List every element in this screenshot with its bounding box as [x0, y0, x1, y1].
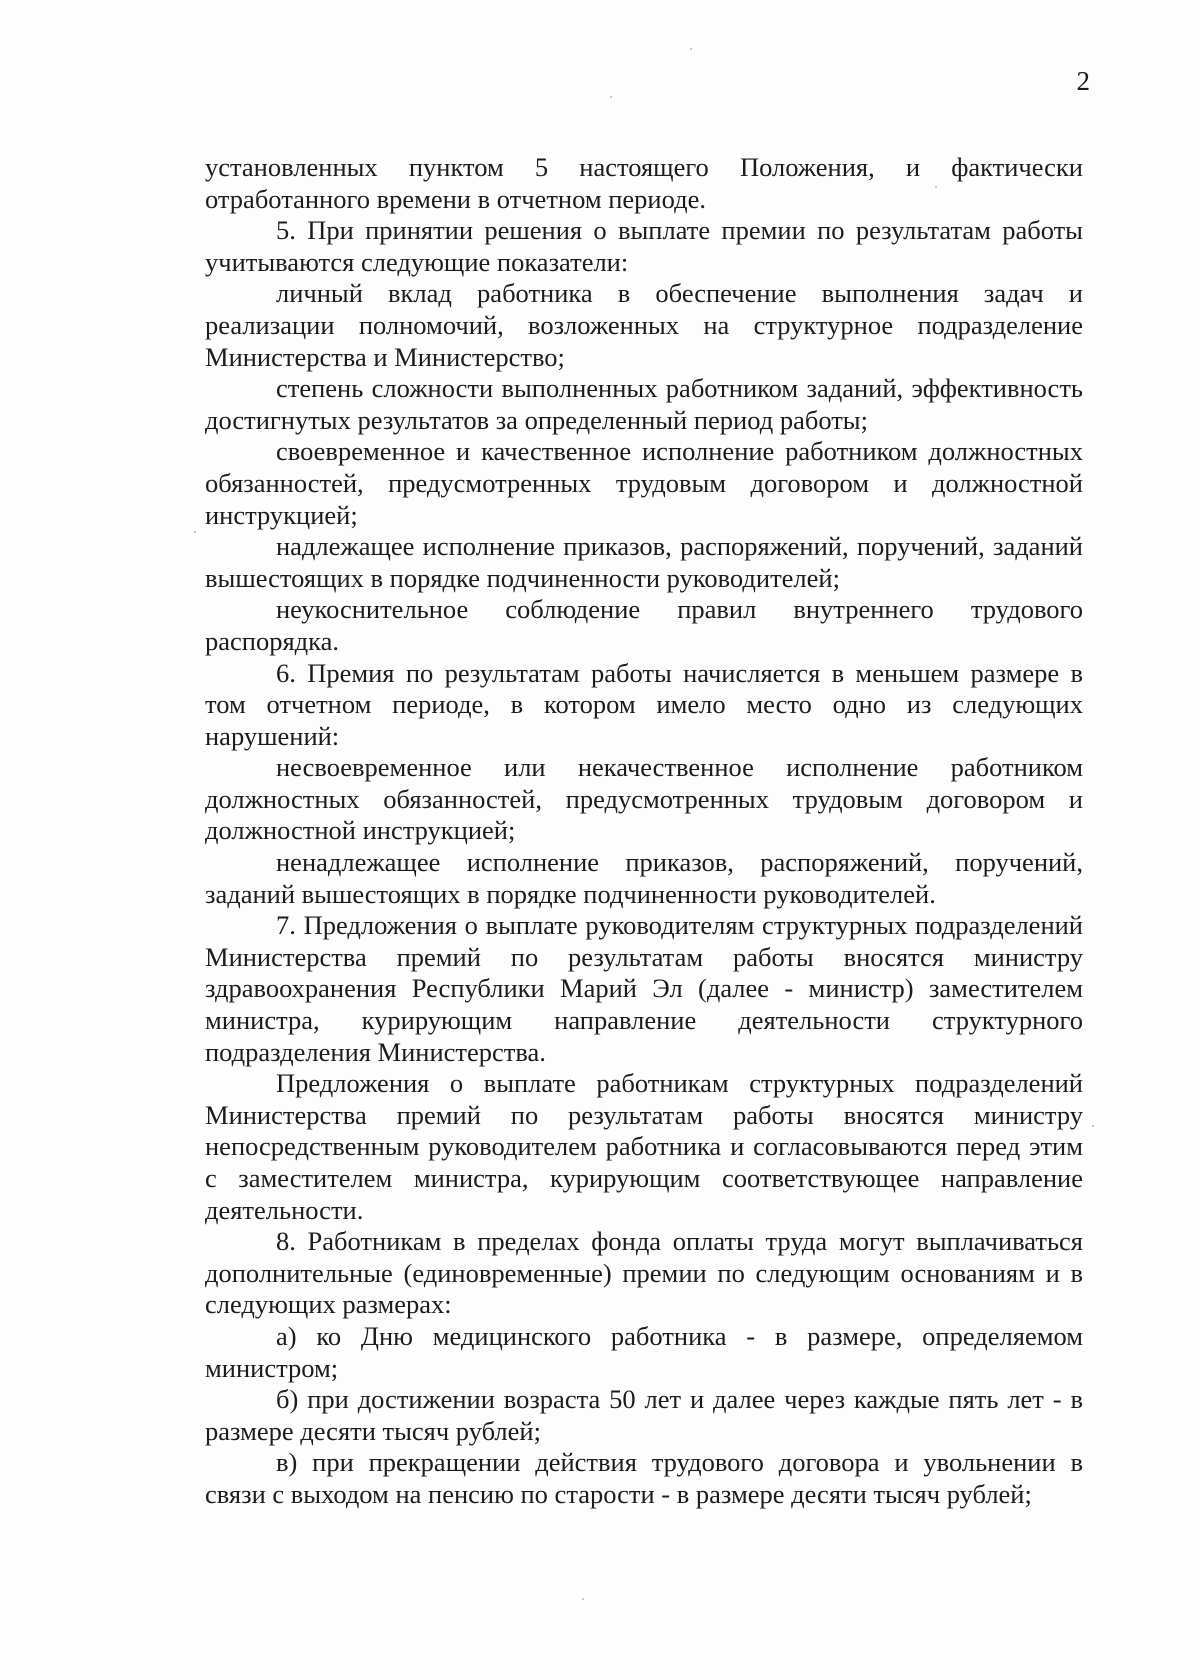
scan-speck — [582, 1598, 584, 1600]
scan-speck — [1092, 1125, 1094, 1127]
paragraph-item-7-employees: Предложения о выплате работникам структурных подразделений Министерства премий по результатам работы вносятся министру непосредственным руководителем работника и согласовываются перед этим с заместителем министра, курирующим соответствующее направление деятельности. — [205, 1068, 1083, 1225]
violation-untimely-duties: несвоевременное или некачественное исполнение работником должностных обязанностей, предусмотренных трудовым договором и должностной инструкцией; — [205, 752, 1083, 846]
document-body — [205, 152, 1083, 1511]
scan-speck — [194, 531, 196, 533]
indicator-proper-execution: надлежащее исполнение приказов, распоряжений, поручений, заданий вышестоящих в порядке подчиненности руководителей; — [205, 531, 1083, 593]
violation-improper-execution: ненадлежащее исполнение приказов, распоряжений, поручений, заданий вышестоящих в порядке подчиненности руководителей. — [205, 847, 1083, 909]
page-number: 2 — [1076, 66, 1090, 96]
indicator-personal-contribution: личный вклад работника в обеспечение выполнения задач и реализации полномочий, возложенных на структурное подразделение Министерства и Министерство; — [205, 278, 1083, 372]
paragraph-item-5: 5. При принятии решения о выплате премии по результатам работы учитываются следующие показатели: — [205, 215, 1083, 277]
scan-speck — [690, 48, 692, 50]
item-8-a: а) ко Дню медицинского работника - в размере, определяемом министром; — [205, 1320, 1083, 1383]
item-8-b: б) при достижении возраста 50 лет и далее через каждые пять лет - в размере десяти тысяч рублей; — [205, 1384, 1083, 1446]
indicator-timely-duties: своевременное и качественное исполнение работником должностных обязанностей, предусмотренных трудовым договором и должностной инструкцией; — [205, 436, 1083, 530]
paragraph-continuation: установленных пунктом 5 настоящего Положения, и фактически отработанного времени в отчетном периоде. — [205, 152, 1083, 214]
scan-speck — [610, 96, 612, 98]
paragraph-item-8: 8. Работникам в пределах фонда оплаты труда могут выплачиваться дополнительные (единовременные) премии по следующим основаниям и в следующих размерах: — [205, 1226, 1083, 1320]
indicator-labor-rules: неукоснительное соблюдение правил внутреннего трудового распорядка. — [205, 594, 1083, 656]
scan-speck — [935, 186, 937, 188]
item-8-c: в) при прекращении действия трудового договора и увольнении в связи с выходом на пенсию по старости - в размере десяти тысяч рублей; — [205, 1447, 1083, 1509]
paragraph-item-7: 7. Предложения о выплате руководителям структурных подразделений Министерства премий по результатам работы вносятся министру здравоохранения Республики Марий Эл (далее - министр) заместителем министра, курирующим направление деятельности структурного подразделения Министерства. — [205, 910, 1083, 1067]
indicator-task-complexity: степень сложности выполненных работником заданий, эффективность достигнутых результатов за определенный период работы; — [205, 373, 1083, 435]
paragraph-item-6: 6. Премия по результатам работы начисляется в меньшем размере в том отчетном периоде, в котором имело место одно из следующих нарушений: — [205, 657, 1083, 751]
